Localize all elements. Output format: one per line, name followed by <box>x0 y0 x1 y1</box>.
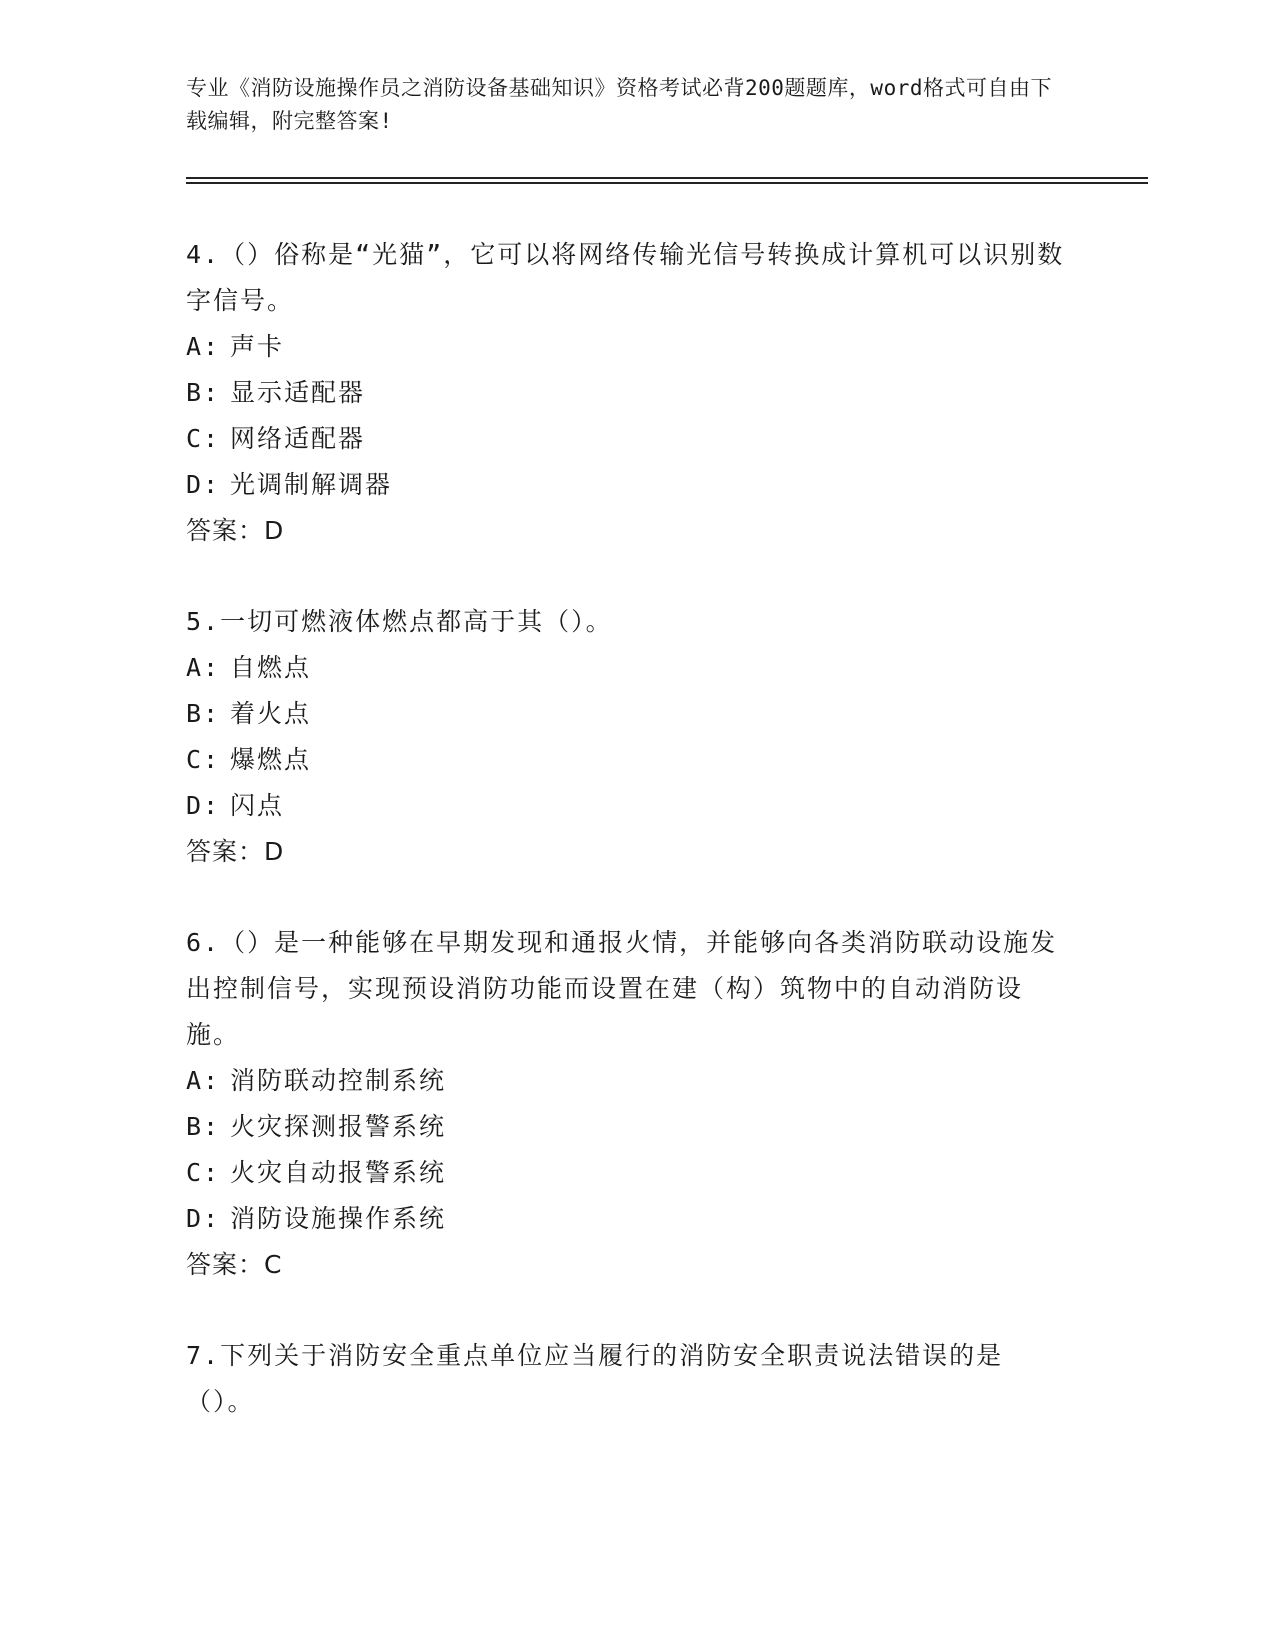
option-a <box>186 645 1066 691</box>
option-text: 消防设施操作系统 <box>230 1204 447 1233</box>
option-key: A: <box>186 1066 221 1095</box>
question-7 <box>186 1333 1066 1425</box>
option-b <box>186 370 1066 416</box>
option-text: 火灾自动报警系统 <box>230 1158 447 1187</box>
option-text: 显示适配器 <box>230 378 366 407</box>
question-text: 6.（）是一种能够在早期发现和通报火情，并能够向各类消防联动设施发出控制信号，实现预设消防功能而设置在建（构）筑物中的自动消防设施。 <box>186 928 1058 1049</box>
option-key: A: <box>186 653 221 682</box>
option-a <box>186 1058 1066 1104</box>
option-key: A: <box>186 332 221 361</box>
option-c <box>186 737 1066 783</box>
answer-line: 答案：D <box>186 837 285 866</box>
question-text: 5.一切可燃液体燃点都高于其（）。 <box>186 607 613 636</box>
option-text: 着火点 <box>230 699 312 728</box>
option-text: 消防联动控制系统 <box>230 1066 447 1095</box>
option-text: 网络适配器 <box>230 424 366 453</box>
option-key: C: <box>186 745 221 774</box>
option-key: C: <box>186 424 221 453</box>
option-c <box>186 416 1066 462</box>
option-key: D: <box>186 791 221 820</box>
question-5 <box>186 599 1066 875</box>
question-6 <box>186 920 1066 1288</box>
option-text: 爆燃点 <box>230 745 312 774</box>
option-c <box>186 1150 1066 1196</box>
option-text: 光调制解调器 <box>230 470 393 499</box>
option-d <box>186 783 1066 829</box>
document-header: 专业《消防设施操作员之消防设备基础知识》资格考试必背200题题库，word格式可自由下载编辑，附完整答案! <box>186 76 1052 133</box>
option-b <box>186 1104 1066 1150</box>
option-d <box>186 462 1066 508</box>
option-key: D: <box>186 1204 221 1233</box>
option-text: 火灾探测报警系统 <box>230 1112 447 1141</box>
answer-line: 答案：D <box>186 516 285 545</box>
option-key: C: <box>186 1158 221 1187</box>
option-text: 闪点 <box>230 791 285 820</box>
option-b <box>186 691 1066 737</box>
option-key: B: <box>186 699 221 728</box>
question-text: 7.下列关于消防安全重点单位应当履行的消防安全职责说法错误的是（）。 <box>186 1341 1004 1416</box>
option-key: B: <box>186 378 221 407</box>
option-key: D: <box>186 470 221 499</box>
question-4 <box>186 232 1066 554</box>
answer-line: 答案：C <box>186 1250 283 1279</box>
header-divider-bottom <box>186 182 1148 184</box>
option-text: 自燃点 <box>230 653 312 682</box>
option-d <box>186 1196 1066 1242</box>
question-list <box>186 232 1066 1470</box>
option-text: 声卡 <box>230 332 285 361</box>
option-a <box>186 324 1066 370</box>
option-key: B: <box>186 1112 221 1141</box>
question-text: 4.（）俗称是“光猫”，它可以将网络传输光信号转换成计算机可以识别数字信号。 <box>186 240 1065 315</box>
header-divider-top <box>186 177 1148 179</box>
